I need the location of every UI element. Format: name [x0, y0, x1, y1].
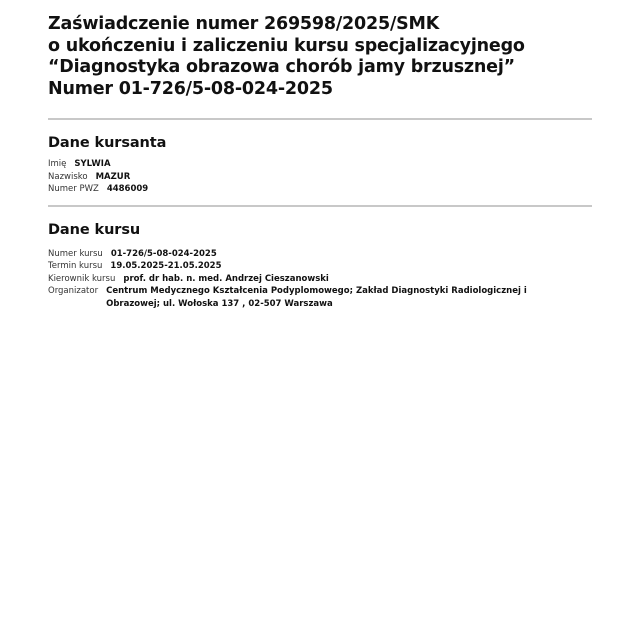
field-value: MAZUR — [95, 171, 131, 182]
title-course-number: Numer 01-726/5-08-024-2025 — [48, 78, 333, 99]
field-course-director — [48, 273, 592, 286]
section-divider — [48, 205, 592, 207]
certificate-title — [48, 14, 592, 100]
title-completion-statement: o ukończeniu i zaliczeniu kursu specjalizacyjnego — [48, 35, 525, 56]
field-organizer — [48, 285, 592, 310]
course-heading: Dane kursu — [48, 221, 141, 238]
field-label: Numer PWZ — [48, 184, 99, 194]
title-course-name: “Diagnostyka obrazowa chorób jamy brzusznej” — [48, 57, 515, 77]
section-divider — [48, 118, 592, 120]
field-value: 01-726/5-08-024-2025 — [110, 248, 217, 259]
field-value: 19.05.2025-21.05.2025 — [110, 261, 222, 271]
certificate-page — [48, 14, 592, 310]
field-value: Centrum Medycznego Kształcenia Podyplomowego; Zakład Diagnostyki Radiologicznej i Obrazowej; ul. Wołoska 137 , 02-507 Warszawa — [106, 286, 527, 309]
field-course-number — [48, 248, 592, 261]
field-label: Termin kursu — [48, 261, 103, 271]
field-label: Numer kursu — [48, 248, 103, 259]
field-label: Nazwisko — [48, 171, 88, 182]
course-section — [48, 221, 592, 311]
field-value: prof. dr hab. n. med. Andrzej Cieszanowski — [123, 273, 329, 284]
field-course-dates — [48, 260, 592, 273]
trainee-fields — [48, 158, 592, 196]
course-fields — [48, 248, 592, 311]
field-last-name — [48, 171, 592, 184]
field-value: SYLWIA — [74, 159, 111, 169]
field-value: 4486009 — [106, 184, 149, 194]
trainee-heading: Dane kursanta — [48, 135, 167, 151]
field-label: Kierownik kursu — [48, 273, 116, 284]
field-pwz-number — [48, 183, 592, 196]
field-label: Imię — [48, 159, 67, 169]
trainee-section — [48, 134, 592, 196]
field-first-name — [48, 158, 592, 171]
field-label: Organizator — [48, 286, 99, 296]
title-certificate-number: Zaświadczenie numer 269598/2025/SMK — [48, 14, 440, 34]
